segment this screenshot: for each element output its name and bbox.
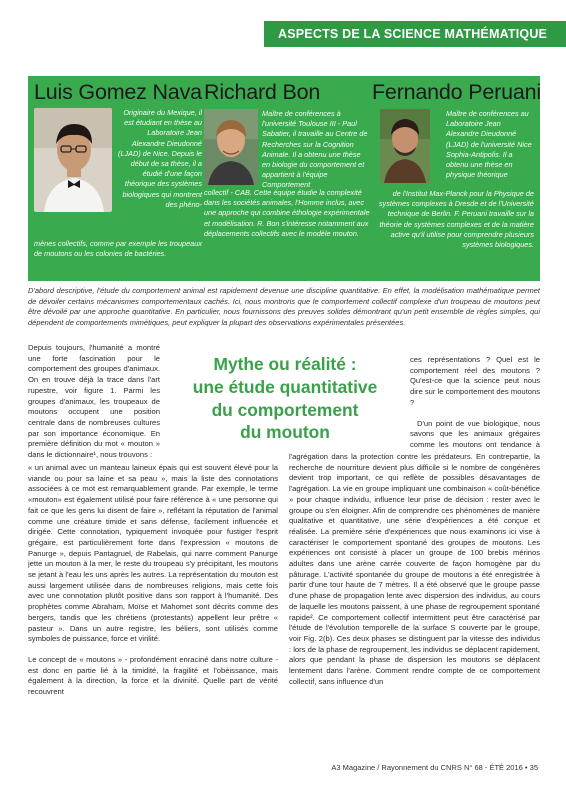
body-column-left bbox=[28, 463, 278, 758]
author-photo bbox=[380, 109, 430, 183]
author-bio-side: Maître de conférences à l'université Toulouse III - Paul Sabatier, il travaille au Centre de Recherches sur la Cognition Animale. Il a obtenu une thèse en biologie du comportement et appartient à l'équipe Comportement bbox=[262, 109, 368, 190]
title-line: du comportement bbox=[211, 399, 359, 420]
page-number: 35 bbox=[529, 763, 538, 772]
title-line: Mythe ou réalité : bbox=[213, 354, 357, 374]
author-card-bon bbox=[204, 76, 372, 281]
footer-bullet: • bbox=[524, 763, 528, 772]
author-bio-side: Maître de conférences au Laboratoire Jean Alexandre Dieudonné (LJAD) de l'université Nice Sophia-Antipolis. Il a obtenu une thèse en physique théorique bbox=[446, 109, 532, 180]
author-card-peruani bbox=[372, 76, 541, 281]
body-column-right bbox=[289, 452, 540, 758]
title-line: une étude quantitative bbox=[192, 376, 378, 397]
author-name: Fernando Peruani bbox=[372, 80, 541, 104]
body-paragraph: l'agrégation dans la protection contre les prédateurs. En contrepartie, la recherche de nourriture devient plus difficile si le nombre de congénères devient trop important, ce qui reflète de possibles désavantages de l'agrégation. La vie en groupe impliquant une combinaison « coût-bénéfice » pour chaque individu, influence leur prise de décision : rester avec le groupe ou s'en éloigner. Afin de comprendre ces phénomènes de manière qualitative et quantitative, une série d'expériences a été conçue et réalisée. La première série d'expériences que nous examinons ici vise à caractériser le comportement spontané des groupes de moutons. Les expériences ont consisté à placer un groupe de 100 brebis mérinos adultes dans une arène carrée couverte de façon homogène par du pâturage. L'activité spontanée du groupe de moutons a été enregistrée à partir d'une tour haute de 7 mètres. Il a été observé que le groupe passe d'une phase de propagation lente avec dispersion des individus, au cours de laquelle les moutons paissent, à une phase de regroupement spontané rapide². Ce comportement collectif intermittent peut être caractérisé par l'étude de l'évolution temporelle de la surface S couverte par le groupe, voir Fig. 2(b). Ces deux phases se distinguent par la vitesse des individus : lors de la phase de regroupement, les individus se déplacent rapidement, alors que pendant la phase de dispersion les moutons se déplacent lentement dans l'arène. Comment rendre compte de ce comportement collectif, sans influence d'un bbox=[289, 452, 540, 686]
author-photo bbox=[204, 109, 258, 185]
article-title bbox=[166, 353, 404, 444]
page-footer bbox=[331, 763, 538, 772]
body-column-right-top bbox=[410, 355, 540, 451]
authors-box bbox=[28, 76, 540, 281]
footer-text: A3 Magazine / Rayonnement du CNRS N° 68 - ÉTÉ 2016 bbox=[331, 763, 523, 772]
title-line: du mouton bbox=[240, 422, 330, 443]
body-paragraph: Le concept de « moutons » - profondément enraciné dans notre culture - est donc en partie lié à la timidité, la fragilité et l'obéissance, mais également à la direction, la force et la divinité. Quelle part de vérité recouvrent bbox=[28, 654, 278, 697]
section-header: ASPECTS DE LA SCIENCE MATHÉMATIQUE bbox=[264, 21, 566, 47]
body-paragraph: D'un point de vue biologique, nous savons que les animaux grégaires comme les moutons ont tendance à bbox=[410, 418, 540, 449]
author-name: Richard Bon bbox=[204, 80, 321, 104]
body-paragraph: ces représentations ? Quel est le comportement réel des moutons ? Qu'est-ce que la science peut nous dire sur le comportement des moutons ? bbox=[410, 355, 540, 407]
intro-paragraph: D'abord descriptive, l'étude du comportement animal est rapidement devenue une discipline quantitative. En effet, la modélisation mathématique permet de dévoiler certains mécanismes comportementaux cachés. Ici, nous montrons que le comportement collectif complexe d'un troupeau de moutons peut être dévoilé par une approche quantitative. En particulier, nous fournissons des preuves solides démontrant qu'un petit ensemble de règles simples, qui dépendent de comportements mimétiques, peut expliquer la plupart des observations expérimentales présentées. bbox=[28, 286, 540, 327]
body-paragraph: Depuis toujours, l'humanité a montré une forte fascination pour le comportement des groupes d'animaux. On en trouve déjà la trace dans l'art rupestre, voir figure 1. Parmi les groupes d'animaux, les troupeaux de moutons occupent une position centrale dans de nombreuses cultures par son importance économique. En première définition du mot « mouton » dans le dictionnaire¹, nous trouvons : bbox=[28, 343, 160, 460]
author-bio-side: Originaire du Mexique, il est étudiant en thèse au Laboratoire Jean Alexandre Dieudonné (LJAD) de Nice. Depuis le début de sa thèse, il a étudié d'une façon théorique des systèmes biologiques qui montrent des phéno- bbox=[118, 108, 202, 209]
author-card-gomez-nava bbox=[34, 76, 202, 281]
author-name: Luis Gomez Nava bbox=[34, 80, 202, 104]
author-bio-bottom: collectif - CAB. Cette équipe étudie la complexité dans les sociétés animales, l'Homme inclus, avec une approche qui combine éthologie expérimentale et modélisation. R. Bon s'intéresse notamment aux déplacements collectifs avec le modèle mouton. bbox=[204, 188, 370, 238]
author-bio-bottom: mènes collectifs, comme par exemple les troupeaux de moutons ou les colonies de bactéries. bbox=[34, 239, 202, 259]
body-column-left-top bbox=[28, 343, 160, 463]
author-bio-bottom: de l'Institut Max-Planck pour la Physique de systèmes complexes à Dresde et de l'Université technique de Berlin. F. Peruani travaille sur la théorie de systèmes complexes et de la matière active qu'il utilise pour comprendre plusieurs systèmes biologiques. bbox=[378, 189, 534, 250]
body-paragraph: « un animal avec un manteau laineux épais qui est souvent élevé pour la viande ou pour sa laine et sa peau », mais la liste des connotations associées à ce mot est remarquablement grande. Par exemple, le terme «mouton» est également utilisé pour faire référence à « une personne qui fait ce que les gens lui disent de faire », reflétant la réputation de l'animal comme une créature timide et sans défense, facilement influencée et dirigée. Cette connotation, typiquement invoquée pour fustiger l'esprit grégaire, est particulièrement forte dans l'expression « moutons de Panurge », depuis Pantagruel, de Rabelais, qui narre comment Panurge jette un mouton à la mer, le reste du troupeau s'y précipitant, les moutons se jetant à l'eau les uns après les autres. La représentation du mouton est aussi largement utilisée dans de nombreuses religions, mais cette fois avec une connotation plutôt positive dans son rapport à l'humanité. Des prophètes comme Abraham, Moïse et Mahomet sont décrits comme des bergers, tandis que les chrétiens (protestants) appellent leur prêtre « pasteur ». Dans un autre registre, les béliers, sont utilisés comme symboles de puissance, force et virilité. bbox=[28, 463, 278, 644]
author-photo bbox=[34, 108, 112, 212]
